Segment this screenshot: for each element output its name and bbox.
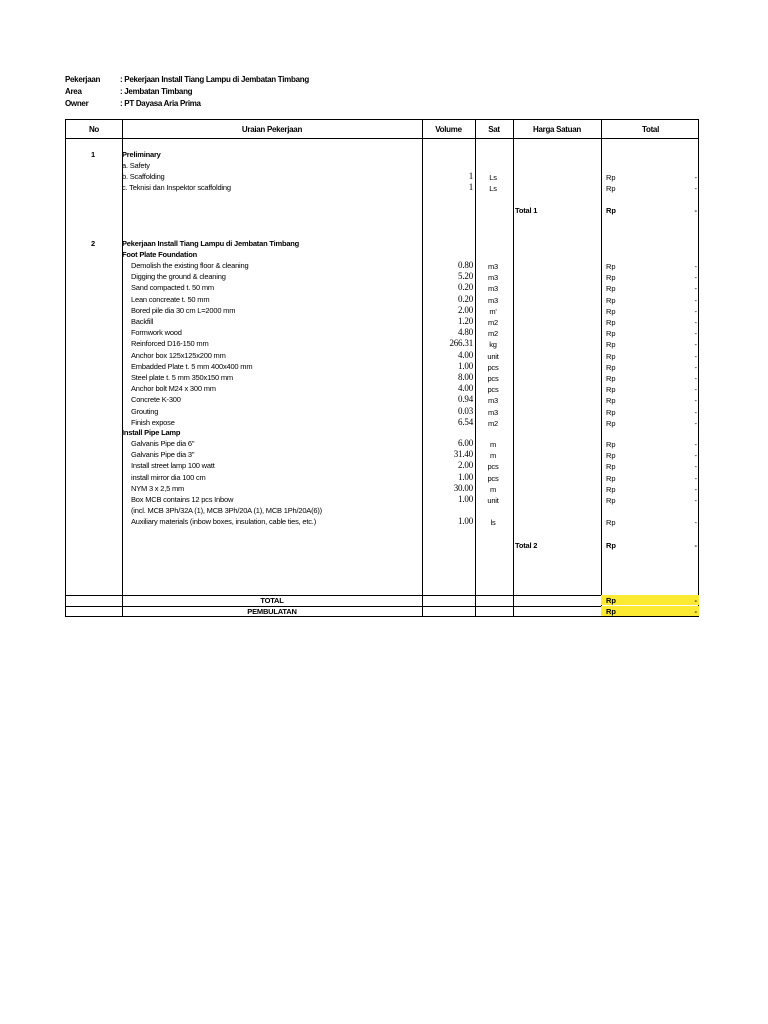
item-rp: Rp xyxy=(606,385,616,395)
owner-label: Owner xyxy=(65,99,89,108)
item-volume: 0.20 xyxy=(458,282,473,293)
item-volume: 2.00 xyxy=(458,460,473,471)
item-rp: Rp xyxy=(606,173,616,183)
item-desc: Grouting xyxy=(131,406,159,416)
item-desc: Bored pile dia 30 cm L=2000 mm xyxy=(131,305,236,315)
item-unit: pcs xyxy=(487,374,499,383)
item-total: - xyxy=(694,484,697,494)
item-desc: a. Safety xyxy=(122,161,150,170)
aux-desc: Auxiliary materials (inbow boxes, insulation, cable ties, etc.) xyxy=(131,517,316,526)
section2-title: Pekerjaan Install Tiang Lampu di Jembatan Timbang xyxy=(122,239,300,248)
item-unit: m xyxy=(489,484,497,494)
item-volume: 1 xyxy=(468,182,473,193)
item-volume: 4.00 xyxy=(458,349,473,360)
item-rp: Rp xyxy=(606,329,616,339)
item-desc: Galvanis Pipe dia 3" xyxy=(131,450,195,460)
item-desc: b. Scaffolding xyxy=(122,172,165,182)
item-rp: Rp xyxy=(606,306,616,316)
item-volume: 2.00 xyxy=(458,304,473,315)
item-desc: c. Teknisi dan Inspektor scaffolding xyxy=(122,183,231,193)
item-desc: Demolish the existing floor & cleaning xyxy=(131,261,249,270)
grand-total-label: TOTAL xyxy=(260,596,284,605)
header-area xyxy=(65,87,192,96)
header-divider xyxy=(66,138,698,139)
col-header-total: Total xyxy=(641,125,660,134)
item-volume: 1.00 xyxy=(458,360,473,371)
item-total: - xyxy=(694,374,697,383)
item-unit: m' xyxy=(489,306,497,316)
total1-rp: Rp xyxy=(606,206,616,215)
item-total: - xyxy=(694,318,697,327)
total1-value: - xyxy=(694,206,697,215)
item-desc: Anchor bolt M24 x 300 mm xyxy=(131,384,216,394)
item-desc: Concrete K-300 xyxy=(131,395,181,405)
header-pekerjaan xyxy=(65,75,309,84)
item-unit: m3 xyxy=(487,273,499,283)
item-desc: Lean concreate t. 50 mm xyxy=(131,294,210,304)
item-volume: 4.80 xyxy=(458,327,473,338)
item-total: - xyxy=(694,351,697,361)
section1-title: Preliminary xyxy=(122,150,161,159)
header-owner xyxy=(65,99,201,108)
item-unit: Ls xyxy=(489,184,497,194)
item-volume: 0.20 xyxy=(458,293,473,304)
item-rp: Rp xyxy=(606,440,616,449)
section2-sub2: Install Pipe Lamp xyxy=(122,428,181,437)
item-rp: Rp xyxy=(606,362,616,372)
item-rp: Rp xyxy=(606,184,616,194)
total2-rp: Rp xyxy=(606,541,616,550)
item-volume: 1.00 xyxy=(458,471,473,482)
item-rp: Rp xyxy=(606,284,616,294)
item-volume: 31.40 xyxy=(453,449,473,460)
pekerjaan-label: Pekerjaan xyxy=(65,75,101,84)
item-total: - xyxy=(694,262,697,271)
item-unit: m3 xyxy=(487,284,499,294)
item-total: - xyxy=(694,440,697,449)
item-desc: Sand compacted t. 50 mm xyxy=(131,283,214,293)
mcb-note: (incl. MCB 3Ph/32A (1), MCB 3Ph/20A (1), MCB 1Ph/20A(6)) xyxy=(131,506,322,515)
item-volume: 6.00 xyxy=(458,438,473,448)
item-desc: install mirror dia 100 cm xyxy=(131,472,206,482)
item-volume: 8.00 xyxy=(458,372,473,382)
section2-no: 2 xyxy=(91,239,95,248)
pembulatan-value: - xyxy=(694,607,697,616)
item-desc: Galvanis Pipe dia 6" xyxy=(131,439,195,448)
item-volume: 1 xyxy=(468,171,473,182)
item-volume: 0.94 xyxy=(458,394,473,405)
item-rp: Rp xyxy=(606,318,616,327)
item-unit: pcs xyxy=(487,473,499,483)
item-total: - xyxy=(694,340,697,350)
item-total: - xyxy=(694,329,697,339)
item-volume: 4.00 xyxy=(458,383,473,394)
item-total: - xyxy=(694,418,697,428)
item-total: - xyxy=(694,173,697,183)
item-total: - xyxy=(694,451,697,461)
item-total: - xyxy=(694,362,697,372)
item-rp: Rp xyxy=(606,418,616,428)
item-unit: unit xyxy=(487,496,499,505)
col-header-uraian: Uraian Pekerjaan xyxy=(241,125,303,134)
total2-value: - xyxy=(694,541,697,550)
item-unit: m2 xyxy=(487,418,499,428)
item-rp: Rp xyxy=(606,351,616,361)
pembulatan-label: PEMBULATAN xyxy=(247,607,297,616)
item-unit: pcs xyxy=(487,462,499,472)
section1-no: 1 xyxy=(91,150,95,159)
item-volume: 1.00 xyxy=(458,494,473,504)
item-volume: 1.20 xyxy=(458,316,473,326)
item-total: - xyxy=(694,496,697,505)
item-total: - xyxy=(694,295,697,305)
item-total: - xyxy=(694,284,697,294)
item-rp: Rp xyxy=(606,273,616,283)
item-total: - xyxy=(694,306,697,316)
item-volume: 30.00 xyxy=(453,482,473,493)
aux-sat: ls xyxy=(490,518,496,527)
col-divider xyxy=(122,120,123,616)
item-desc: Backfill xyxy=(131,317,154,326)
aux-rp: Rp xyxy=(606,518,616,527)
item-volume: 0.80 xyxy=(458,260,473,270)
item-rp: Rp xyxy=(606,473,616,483)
item-desc: Digging the ground & cleaning xyxy=(131,272,226,282)
item-unit: m xyxy=(489,440,497,449)
item-desc: Anchor box 125x125x200 mm xyxy=(131,350,226,360)
item-desc: Reinforced D16-150 mm xyxy=(131,339,209,349)
item-unit: m3 xyxy=(487,295,499,305)
item-volume: 266.31 xyxy=(449,338,473,349)
item-unit: m3 xyxy=(487,396,499,406)
item-volume: 0.03 xyxy=(458,405,473,416)
item-rp: Rp xyxy=(606,462,616,472)
item-total: - xyxy=(694,473,697,483)
item-total: - xyxy=(694,462,697,472)
item-desc: Steel plate t. 5 mm 350x150 mm xyxy=(131,373,233,382)
item-unit: pcs xyxy=(487,362,499,372)
item-desc: Formwork wood xyxy=(131,328,182,338)
item-volume: 5.20 xyxy=(458,271,473,282)
col-header-sat: Sat xyxy=(488,125,500,134)
item-rp: Rp xyxy=(606,340,616,350)
aux-total: - xyxy=(694,518,697,527)
col-header-volume: Volume xyxy=(435,125,462,134)
grand-total-value: - xyxy=(694,596,697,605)
item-unit: m3 xyxy=(487,407,499,417)
section2-sub1: Foot Plate Foundation xyxy=(122,250,197,259)
item-rp: Rp xyxy=(606,496,616,505)
item-unit: unit xyxy=(487,351,499,361)
item-total: - xyxy=(694,396,697,406)
item-total: - xyxy=(694,385,697,395)
item-unit: m2 xyxy=(487,329,499,339)
item-desc: NYM 3 x 2,5 mm xyxy=(131,483,185,493)
item-rp: Rp xyxy=(606,374,616,383)
item-rp: Rp xyxy=(606,295,616,305)
item-unit: kg xyxy=(489,340,497,350)
item-rp: Rp xyxy=(606,484,616,494)
item-volume: 6.54 xyxy=(458,416,473,427)
item-desc: Box MCB contains 12 pcs Inbow xyxy=(131,495,234,504)
item-desc: Finish expose xyxy=(131,417,175,427)
item-total: - xyxy=(694,407,697,417)
item-rp: Rp xyxy=(606,262,616,271)
item-unit: m xyxy=(489,451,497,461)
item-rp: Rp xyxy=(606,407,616,417)
col-header-no: No xyxy=(88,125,100,134)
grand-total-rp: Rp xyxy=(606,596,616,605)
pekerjaan-value: : Pekerjaan Install Tiang Lampu di Jembatan Timbang xyxy=(120,75,309,84)
total1-label: Total 1 xyxy=(515,206,538,215)
col-header-harga: Harga Satuan xyxy=(533,125,581,134)
item-total: - xyxy=(694,184,697,194)
area-label: Area xyxy=(65,87,82,96)
owner-value: : PT Dayasa Aria Prima xyxy=(120,99,201,108)
pembulatan-rp: Rp xyxy=(606,607,616,616)
item-unit: pcs xyxy=(487,385,499,395)
item-total: - xyxy=(694,273,697,283)
aux-vol: 1.00 xyxy=(458,516,473,526)
total2-label: Total 2 xyxy=(515,541,538,550)
item-desc: Embadded Plate t. 5 mm 400x400 mm xyxy=(131,361,253,371)
col-divider xyxy=(513,120,514,616)
item-unit: m2 xyxy=(487,318,499,327)
item-desc: Install street lamp 100 watt xyxy=(131,461,215,471)
item-rp: Rp xyxy=(606,396,616,406)
item-unit: Ls xyxy=(489,173,497,183)
item-rp: Rp xyxy=(606,451,616,461)
item-unit: m3 xyxy=(487,262,499,271)
col-divider xyxy=(601,120,602,616)
area-value: : Jembatan Timbang xyxy=(120,87,193,96)
